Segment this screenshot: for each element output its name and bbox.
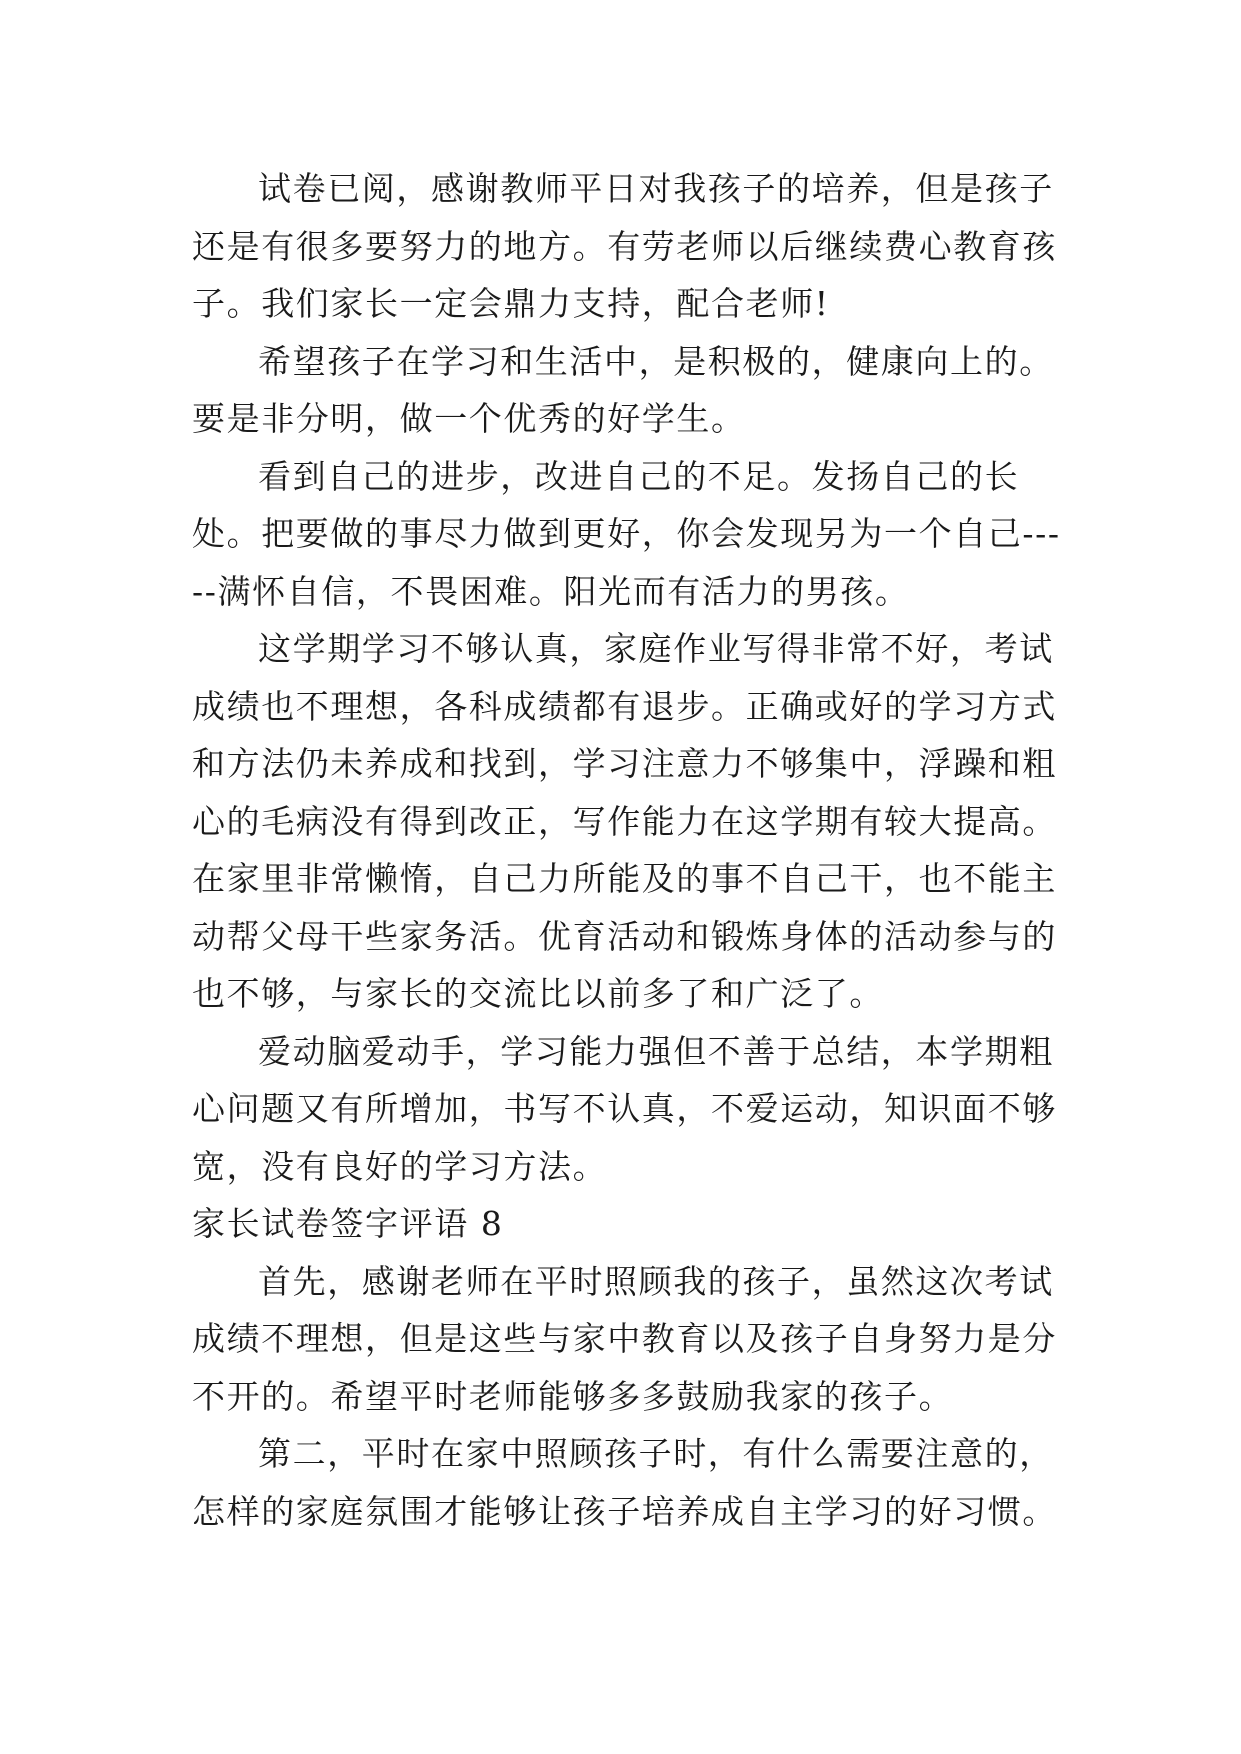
paragraph: 看到自己的进步，改进自己的不足。发扬自己的长处。把要做的事尽力做到更好，你会发现另为一个自己-----满怀自信，不畏困难。阳光而有活力的男孩。 [192, 456, 1061, 611]
section-heading: 家长试卷签字评语 8 [192, 1204, 504, 1243]
paragraph: 首先，感谢老师在平时照顾我的孩子，虽然这次考试成绩不理想，但是这些与家中教育以及孩子自身努力是分不开的。希望平时老师能够多多鼓励我家的孩子。 [192, 1261, 1057, 1416]
paragraph: 试卷已阅，感谢教师平日对我孩子的培养，但是孩子还是有很多要努力的地方。有劳老师以后继续费心教育孩子。我们家长一定会鼎力支持，配合老师! [192, 169, 1057, 323]
paragraph: 爱动脑爱动手，学习能力强但不善于总结，本学期粗心问题又有所增加，书写不认真，不爱运动，知识面不够宽，没有良好的学习方法。 [192, 1031, 1057, 1186]
paragraph: 希望孩子在学习和生活中，是积极的，健康向上的。要是非分明，做一个优秀的好学生。 [192, 341, 1054, 438]
paragraph: 这学期学习不够认真，家庭作业写得非常不好，考试成绩也不理想，各科成绩都有退步。正确或好的学习方式和方法仍未养成和找到，学习注意力不够集中，浮躁和粗心的毛病没有得到改正，写作能力在这学期有较大提高。在家里非常懒惰，自己力所能及的事不自己干，也不能主动帮父母干些家务活。优育活动和锻炼身体的活动参与的也不够，与家长的交流比以前多了和广泛了。 [192, 629, 1057, 1013]
document-body [192, 160, 1072, 1540]
paragraph: 第二，平时在家中照顾孩子时，有什么需要注意的，怎样的家庭氛围才能够让孩子培养成自主学习的好习惯。 [192, 1434, 1057, 1531]
